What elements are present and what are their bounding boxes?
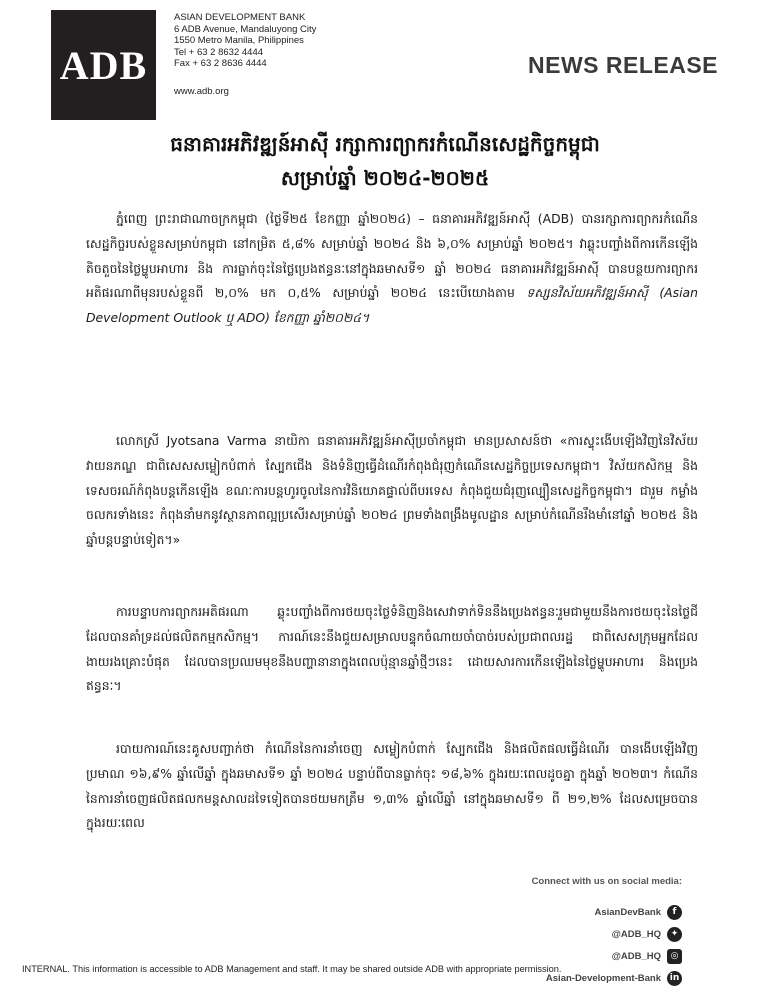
internal-notice: INTERNAL. This information is accessible to ADB Management and staff. It may be shared outside ADB with appropriate permission.: [22, 964, 562, 974]
address-line-2: 1550 Metro Manila, Philippines: [174, 35, 304, 46]
facebook-icon: f: [667, 905, 682, 920]
instagram-icon: ◎: [667, 949, 682, 964]
headline-line-2: សម្រាប់ឆ្នាំ ២០២៤-២០២៥: [280, 166, 490, 190]
fax: Fax + 63 2 8636 4444: [174, 58, 267, 69]
social-heading: Connect with us on social media:: [531, 876, 682, 887]
org-name: ASIAN DEVELOPMENT BANK: [174, 12, 306, 23]
linkedin-handle: Asian-Development-Bank: [545, 972, 661, 984]
twitter-icon: ✦: [667, 927, 682, 942]
headline: [60, 127, 710, 195]
paragraph-4: របាយការណ៍នេះគូសបញ្ជាក់ថា កំណើននៃការនាំចេញ សម្លៀកបំពាក់ ស្បែកជើង និងផលិតផលធ្វើដំណើរ បានងើបឡើងវិញប្រមាណ ១៦,៩% ឆ្នាំលើឆ្នាំ ក្នុងឆមាសទី១ ឆ្នាំ ២០២៤ បន្ទាប់ពីបានធ្លាក់ចុះ ១៨,៦% ក្នុងរយៈពេលដូចគ្នា ក្នុងឆ្នាំ ២០២៣។ កំណើននៃការនាំចេញផលិតផលកមន្តសាលដទៃទៀតបានថយមកត្រឹម ១,៣% ឆ្នាំលើឆ្នាំ នៅក្នុងឆមាសទី១ ពី ២១,២% ដែលសម្រេចបានក្នុងរយៈពេល: [86, 741, 698, 831]
twitter-link[interactable]: [532, 923, 682, 945]
headline-line-1: ធនាគារអភិវឌ្ឍន៍អាស៊ី រក្សាការព្យាករកំណើនសេដ្ឋកិច្ចកម្ពុជា: [170, 132, 600, 156]
adb-logo: ADB: [51, 10, 156, 120]
address-line-1: 6 ADB Avenue, Mandaluyong City: [174, 23, 317, 35]
address-block: [174, 12, 316, 97]
facebook-handle: AsianDevBank: [594, 906, 661, 918]
website-link[interactable]: www.adb.org: [174, 85, 229, 97]
paragraph-1-text: ភ្នំពេញ ព្រះរាជាណាចក្រកម្ពុជា (ថ្ងៃទី២៥ ខែកញ្ញា ឆ្នាំ២០២៤) – ធនាគារអភិវឌ្ឍន៍អាស៊ី (ADB) បានរក្សាការព្យាករកំណើនសេដ្ឋកិច្ចរបស់ខ្លួនសម្រាប់កម្ពុជា នៅកម្រិត ៥,៨% សម្រាប់ឆ្នាំ ២០២៤ និង ៦,០% សម្រាប់ឆ្នាំ ២០២៥។ វាឆ្លុះបញ្ចាំងពីការកើនឡើងតិចតួចនៃថ្លៃម្ហូបអាហារ និង ការធ្លាក់ចុះនៃថ្លៃប្រេងឥន្ធនៈនៅក្នុងឆមាសទី១ ឆ្នាំ ២០២៤ ធនាគារអភិវឌ្ឍន៍អាស៊ី បានបន្ថយការព្យាករអតិផរណាពីមុនរបស់ខ្លួនពី ២,០% មក ០,៥% សម្រាប់ឆ្នាំ ២០២៤ នេះបើយោងតាម: [86, 211, 698, 301]
twitter-handle: @ADB_HQ: [611, 928, 661, 940]
paragraph-1: [86, 207, 698, 331]
paragraph-3: ការបន្ទាបការព្យាករអតិផរណា ឆ្លុះបញ្ចាំងពីការថយចុះថ្លៃទំនិញនិងសេវាទាក់ទិននឹងប្រេងឥន្ធនៈរួមជាមួយនឹងការថយចុះនៃថ្លៃជី ដែលបានគាំទ្រដល់ផលិតកម្មកសិកម្ម។ ការណ៍នេះនឹងជួយសម្រាលបន្ទុកចំណាយចាំបាច់របស់ប្រជាពលរដ្ឋ ជាពិសេសក្រុមអ្នកដែលងាយរងគ្រោះបំផុត ដែលបានប្រឈមមុខនឹងបញ្ហានានាក្នុងពេលប៉ុន្មានឆ្នាំថ្មីៗនេះ ដោយសារការកើនឡើងនៃថ្លៃម្ហូបអាហារ និងប្រេងឥន្ធនៈ។: [86, 604, 698, 694]
instagram-handle: @ADB_HQ: [611, 950, 661, 962]
facebook-link[interactable]: [532, 901, 682, 923]
linkedin-icon: in: [667, 971, 682, 986]
paragraph-2: លោកស្រី Jyotsana Varma នាយិកា ធនាគារអភិវឌ្ឍន៍អាស៊ីប្រចាំកម្ពុជា មានប្រសាសន៍ថា «ការស្ទុះងើបឡើងវិញនៃវិស័យវាយនភណ្ឌ ជាពិសេសសម្លៀកបំពាក់ ស្បែកជើង និងទំនិញធ្វើដំណើរកំពុងជំរុញកំណើនសេដ្ឋកិច្ចប្រទេសកម្ពុជា។ វិស័យកសិកម្ម និងទេសចរណ៍កំពុងបន្តកើនឡើង ខណៈការបន្តហូរចូលនៃការវិនិយោគផ្ទាល់ពីបរទេស កំពុងជួយជំរុញល្បឿនសេដ្ឋកិច្ចកម្ពុជា។ ជារួម កម្លាំងចលករទាំងនេះ កំពុងនាំមកនូវស្ថានភាពល្អប្រសើរសម្រាប់ឆ្នាំ ២០២៤ ព្រមទាំងពង្រឹងមូលដ្ឋាន សម្រាប់កំណើនរឹងមាំនៅឆ្នាំ ២០២៥ និងឆ្នាំបន្តបន្ទាប់ទៀត។»: [86, 433, 698, 548]
news-release-label: NEWS RELEASE: [528, 52, 719, 78]
report-title-italic: ទស្សនវិស័យអភិវឌ្ឍន៍អាស៊ី (Asian Development Outlook ឬ ADO) ខែកញ្ញា ឆ្នាំ២០២៤។: [86, 285, 698, 326]
telephone: Tel + 63 2 8632 4444: [174, 46, 264, 58]
